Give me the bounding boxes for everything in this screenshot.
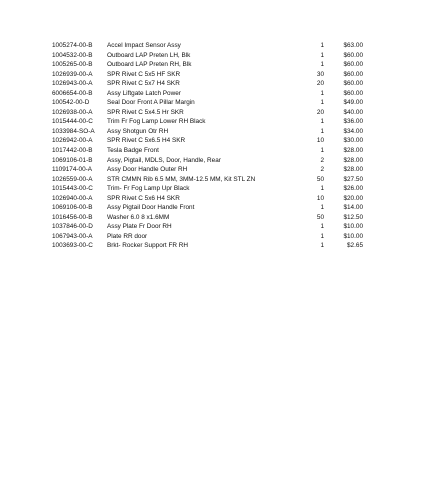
part-description: Assy Plate Fr Door RH [107,223,172,231]
part-description: SPR Rivet C 5x6.5 H4 SKR [107,137,186,145]
price: $12.50 [343,213,363,221]
table-row [52,175,372,185]
price: $28.00 [343,147,363,155]
part-description: SPR Rivet C 5x4.5 Hr SKR [107,108,184,116]
table-row [52,41,372,51]
part-number: 1026942-00-A [52,137,93,145]
part-number: 1026559-00-A [52,175,93,183]
price: $28.00 [343,166,363,174]
price: $60.00 [343,70,363,78]
table-row [52,108,372,118]
price: $36.00 [343,118,363,126]
table-row [52,136,372,146]
part-number: 1033984-SO-A [52,127,95,135]
part-number: 1005274-00-B [52,42,93,49]
part-number: 1069106-00-B [52,204,93,212]
price: $60.00 [343,51,363,59]
quantity: 20 [316,108,324,116]
quantity: 20 [316,80,324,88]
part-number: 1069106-01-B [52,156,93,164]
price: $63.00 [343,42,363,49]
price: $30.00 [343,137,363,145]
price: $60.00 [343,61,363,69]
table-row [52,194,372,204]
quantity: 1 [320,223,324,231]
table-row [52,51,372,61]
quantity: 1 [320,99,324,107]
part-number: 1026943-00-A [52,80,93,88]
price: $34.00 [343,127,363,135]
part-description: Seal Door Front A Pillar Margin [107,99,195,107]
part-description: Outboard LAP Preten RH, Blk [107,61,192,69]
part-description: SPR Rivet C 5x5 HF SKR [107,70,181,78]
part-description: Trim Fr Fog Lamp Lower RH Black [107,118,206,126]
part-description: SPR Rivet C 5x7 H4 SKR [107,80,180,88]
table-row [52,79,372,89]
part-description: Brkt- Rocker Support FR RH [107,242,188,250]
part-number: 1026940-00-A [52,194,93,202]
table-row [52,222,372,232]
part-number: 1004532-00-B [52,51,93,59]
part-number: 1037846-00-D [52,223,93,231]
price: $10.00 [343,232,363,240]
part-number: 1017442-00-B [52,147,93,155]
quantity: 1 [320,127,324,135]
table-row [52,98,372,108]
quantity: 1 [320,51,324,59]
quantity: 50 [316,175,324,183]
part-number: 1005265-00-B [52,61,93,69]
quantity: 1 [320,204,324,212]
part-number: 1016456-00-B [52,213,93,221]
part-description: Assy Door Handle Outer RH [107,166,188,174]
part-number: 100542-00-D [52,99,90,107]
price: $49.00 [343,99,363,107]
price: $27.50 [343,175,363,183]
quantity: 10 [316,194,324,202]
price: $40.00 [343,108,363,116]
quantity: 2 [320,166,324,174]
quantity: 2 [320,156,324,164]
part-description: Tesla Badge Front [107,147,159,155]
part-number: 1026939-00-A [52,70,93,78]
part-description: SPR Rivet C 5x6 H4 SKR [107,194,180,202]
part-description: Washer 6.0 8 x1.6MM [107,213,170,221]
part-description: Plate RR door [107,232,148,240]
part-description: Accel Impact Sensor Assy [107,42,181,49]
part-description: Assy Liftgate Latch Power [107,89,181,97]
price: $14.00 [343,204,363,212]
table-row [52,60,372,70]
price: $60.00 [343,80,363,88]
quantity: 1 [320,232,324,240]
table-row [52,203,372,213]
quantity: 1 [320,242,324,250]
price: $60.00 [343,89,363,97]
quantity: 1 [320,147,324,155]
table-row [52,146,372,156]
quantity: 1 [320,89,324,97]
price: $28.00 [343,156,363,164]
price: $20.00 [343,194,363,202]
part-number: 1026938-00-A [52,108,93,116]
part-description: Assy Shotgun Otr RH [107,127,169,135]
quantity: 1 [320,61,324,69]
part-number: 1109174-00-A [52,166,93,174]
parts-list [52,41,372,251]
price: $10.00 [343,223,363,231]
table-row [52,165,372,175]
quantity: 30 [316,70,324,78]
part-number: 6006654-00-B [52,89,93,97]
table-row [52,117,372,127]
part-number: 1015444-00-C [52,118,93,126]
table-row [52,127,372,137]
price: $26.00 [343,185,363,193]
part-number: 1015443-00-C [52,185,93,193]
part-number: 1067943-00-A [52,232,93,240]
quantity: 1 [320,118,324,126]
table-row [52,232,372,242]
table-row [52,184,372,194]
table-row [52,156,372,166]
table-row [52,70,372,80]
part-description: Trim- Fr Fog Lamp Upr Black [107,185,190,193]
part-description: Assy, Pigtail, MDLS, Door, Handle, Rear [107,156,221,164]
quantity: 1 [320,42,324,49]
table-row [52,241,372,251]
part-description: Outboard LAP Preten LH, Blk [107,51,191,59]
part-description: Assy Pigtail Door Handle Front [107,204,195,212]
part-number: 1003693-00-C [52,242,93,250]
quantity: 1 [320,185,324,193]
part-description: STR CMMN Rib 6.5 MM, 3MM-12.5 MM, Kit STL ZN [107,175,256,183]
quantity: 10 [316,137,324,145]
table-row [52,89,372,99]
quantity: 50 [316,213,324,221]
table-row [52,213,372,223]
price: $2.65 [347,242,363,250]
